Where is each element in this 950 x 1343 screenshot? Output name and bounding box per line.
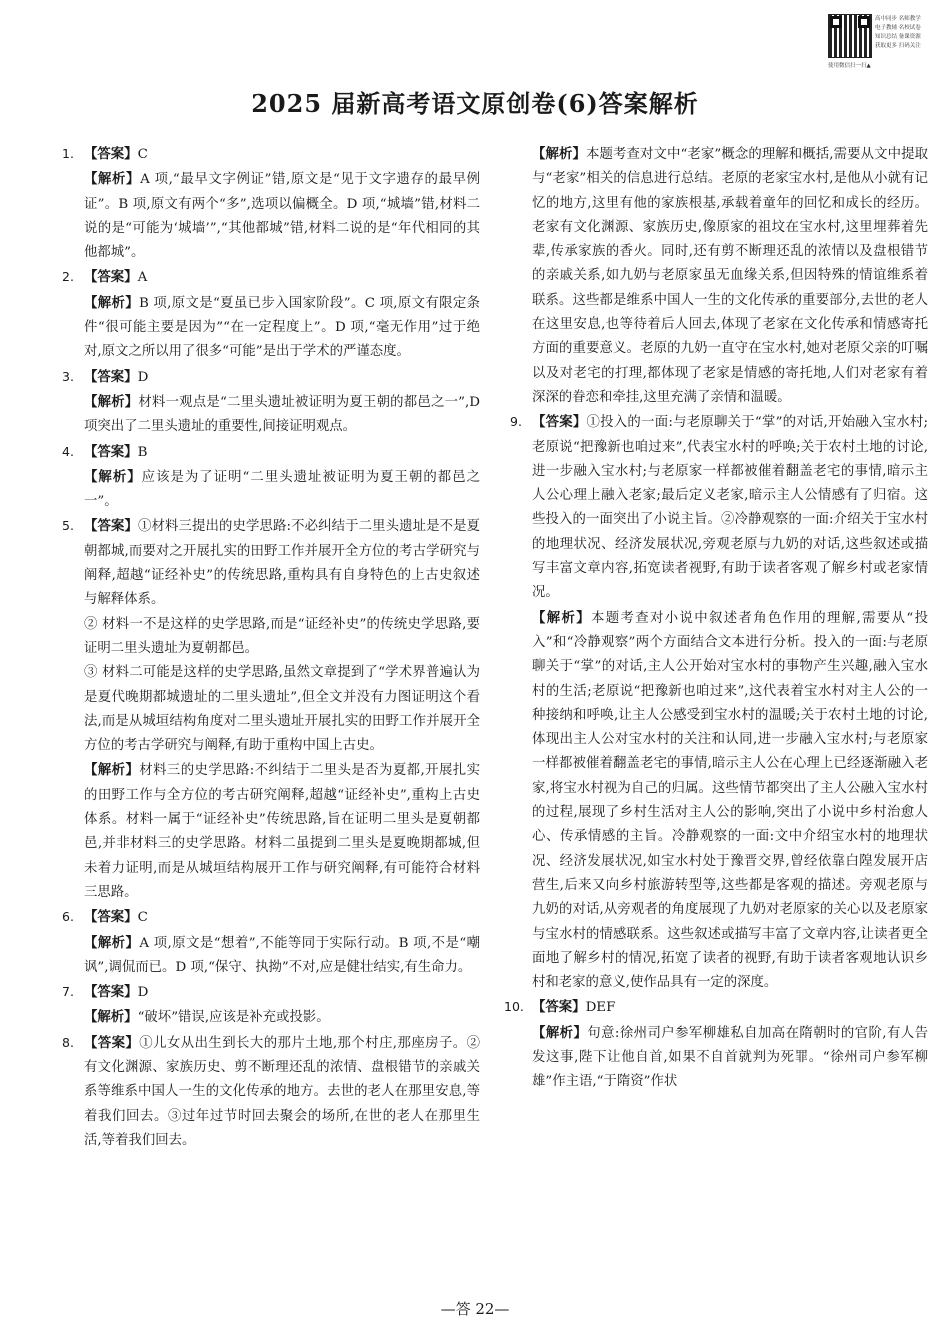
qr-code-panel xyxy=(828,14,938,70)
explanation-tag: 【解析】 xyxy=(84,294,139,311)
question-number: 9. xyxy=(510,414,522,430)
question-number: 6. xyxy=(62,909,74,925)
qr-code-icon xyxy=(828,14,872,58)
question-number: 8. xyxy=(62,1034,74,1050)
answer-text: D xyxy=(137,369,149,385)
explanation-text: 本题考查对小说中叙述者角色作用的理解,需要从“投入”和“冷静观察”两个方面结合文本进行分析。投入的一面:与老原聊关于“掌”的对话,主人公开始对宝水村的事物产生兴趣,融入宝水村的生活;老原说“把豫新也咱过来”,这代表着宝水村对主人公的一种接纳和呼唤,让主人公感受到宝水村的温暖;关于农村土地的讨论,体现出主人公对宝水村的关注和认同,进一步融入宝水村;与老原家一样都被催着翻盖老宅的事情,暗示主人公在心理上已经逐渐融入老家,将宝水村视为自己的归属。这些情节都突出了主人公融入宝水村的过程,展现了乡村生活对主人公的影响,突出了小说中乡村治愈人心、传承情感的主旨。冷静观察的一面:文中介绍宝水村的地理状况、经济发展状况,如宝水村处于豫晋交界,曾经依靠白隍发展开店营生,后来又向乡村旅游转型等,这些都是客观的描述。旁观老原与九奶的对话,从旁观者的角度展现了九奶对老原家的关心以及老原家与宝水村的情感联系。这些叙述或描写丰富了文章内容,让读者更全面地了解乡村的情况,拓宽了读者的视野,有助于读者客观地认识乡村和老家的意义,使作品具有一定的深度。 xyxy=(532,610,929,991)
question-number: 2. xyxy=(62,269,74,285)
answer-text: D xyxy=(137,985,149,1001)
qr-info xyxy=(875,15,939,51)
answer-text: ③ 材料二可能是这样的史学思路,虽然文章提到了“学术界普遍认为是夏代晚期都城遗址的二里头遗址”,但全文并没有力图证明这个看法,而是从城垣结构角度对二里头遗址开展扎实的田野工作并展开全方位的考古学研究与阐释,有助于重构中国上古史。 xyxy=(84,665,480,754)
qr-line: 高中同步 名师教学 xyxy=(875,16,921,22)
question-item xyxy=(62,265,480,364)
answer-tag: 【答案】 xyxy=(532,999,586,1016)
explanation-text: A 项,“最早文字例证”错,原文是“见于文字遗存的最早例证”。B 项,原文有两个“多”,选项以偏概全。D 项,“城墙”错,材料二说的是“可能为‘城墙’”,“其他都城”错,材料二说的是“年代相同的其他都城”。 xyxy=(84,172,481,261)
question-number: 10. xyxy=(504,999,524,1015)
explanation-tag: 【解析】 xyxy=(84,171,141,188)
answer-tag: 【答案】 xyxy=(84,1034,140,1051)
question-item xyxy=(62,1031,480,1153)
explanation-tag: 【解析】 xyxy=(532,146,586,162)
question-number: 1. xyxy=(62,146,74,161)
explanation-tag: 【解析】 xyxy=(84,934,140,951)
answer-tag: 【答案】 xyxy=(84,368,138,385)
question-number: 5. xyxy=(62,518,74,534)
question-item xyxy=(62,440,480,515)
explanation-text: 材料一观点是“二里头遗址被证明为夏王朝的都邑之一”,D 项突出了二里头遗址的重要性,间接证明观点。 xyxy=(84,394,480,435)
explanation-text: A 项,原文是“想着”,不能等同于实际行动。B 项,不是“嘲讽”,调侃而已。D 项,“保守、执拗”不对,应是健壮结实,有生命力。 xyxy=(84,935,480,975)
question-number: 3. xyxy=(62,368,74,384)
question-item xyxy=(62,365,480,440)
answer-tag: 【答案】 xyxy=(84,443,138,460)
explanation-tag: 【解析】 xyxy=(84,1009,138,1026)
answer-text: ①儿女从出生到长大的那片土地,那个村庄,那座房子。②有文化渊源、家族历史、剪不断理还乱的浓情、盘根错节的亲戚关系等维系中国人一生的文化传承的地方。去世的老人在那里安息,等着我们回去。③过年过节时回去聚会的场所,在世的老人在那里生活,等着我们回去。 xyxy=(84,1035,480,1148)
explanation-tag: 【解析】 xyxy=(84,468,142,485)
question-item xyxy=(62,142,480,265)
explanation-tag: 【解析】 xyxy=(84,762,140,779)
answer-text: C xyxy=(137,147,148,162)
explanation-text: 句意:徐州司户参军柳雄私自加高在隋朝时的官阶,有人告发这事,陛下让他自首,如果不自首就判为死罪。“徐州司户参军柳雄”作主语,“于隋资”作状 xyxy=(532,1025,928,1090)
answer-text: DEF xyxy=(585,1000,616,1016)
right-column xyxy=(504,142,929,1095)
qr-line: 知识总结 备课资源 xyxy=(875,34,921,40)
question-item xyxy=(510,410,928,995)
qr-caption: 使用微信扫一扫▲ xyxy=(828,63,871,69)
explanation-tag: 【解析】 xyxy=(532,609,592,626)
answer-text: ①投入的一面:与老原聊关于“掌”的对话,开始融入宝水村;老原说“把豫新也咱过来”,代表宝水村的呼唤;关于农村土地的讨论,进一步融入宝水村;与老原家一样都被催着翻盖老宅的事情,暗示主人公心理上融入老家;最后定义老家,暗示主人公情感有了归宿。这些投入的一面突出了小说主旨。②冷静观察的一面:介绍关于宝水村的地理状况、经济发展状况,旁观老原与九奶的对话,这些叙述或描写丰富文章内容,拓宽读者视野,有助于读者客观了解乡村或老家情况。 xyxy=(532,415,928,601)
page-number: —答 22— xyxy=(440,1300,510,1318)
question-item xyxy=(62,514,480,905)
qr-line: 电子教辅 名校试卷 xyxy=(875,25,921,31)
page-title: 2025 届新高考语文原创卷(6)答案解析 xyxy=(251,89,699,118)
qr-line: 获取更多 扫码关注 xyxy=(875,43,921,49)
explanation-text: “破坏”错误,应该是补充或投影。 xyxy=(137,1010,330,1026)
answer-tag: 【答案】 xyxy=(84,146,138,162)
explanation-text: B 项,原文是“夏虽已步入国家阶段”。C 项,原文有限定条件“很可能主要是因为”“在一定程度上”。D 项,“毫无作用”过于绝对,原文之所以用了很多“可能”是出于学术的严谨态度。 xyxy=(84,295,480,360)
question-continuation xyxy=(510,142,928,410)
left-column xyxy=(62,142,480,1153)
answer-text: C xyxy=(137,910,148,926)
answer-tag: 【答案】 xyxy=(84,909,138,926)
explanation-tag: 【解析】 xyxy=(532,1024,588,1041)
question-item xyxy=(62,980,480,1031)
question-number: 4. xyxy=(62,443,74,459)
explanation-text: 本题考查对文中“老家”概念的理解和概括,需要从文中提取与“老家”相关的信息进行总结。老原的老家宝水村,是他从小就有记忆的地方,这里有他的家族根基,承载着童年的回忆和成长的经历。老家有文化渊源、家族历史,像原家的祖坟在宝水村,这里埋葬着先辈,传承家族的香火。同时,还有剪不断理还乱的浓情以及盘根错节的亲戚关系,如九奶与老原家虽无血缘关系,但因特殊的情谊维系着联系。这些都是维系中国人一生的文化传承的重要部分,去世的老人在这里安息,也等待着后人回去,体现了老家在文化传承和情感寄托方面的重要意义。老原的九奶一直守在宝水村,她对老原父亲的叮嘱以及对老宅的打理,都体现了老家是情感的寄托地,人们对老家有着深深的眷恋和牵挂,这里充满了亲情和温暖。 xyxy=(532,147,929,405)
answer-tag: 【答案】 xyxy=(532,414,587,431)
answer-tag: 【答案】 xyxy=(84,518,138,535)
explanation-text: 应该是为了证明“二里头遗址被证明为夏王朝的都邑之一”。 xyxy=(84,469,480,510)
answer-text: B xyxy=(137,444,148,460)
answer-text: A xyxy=(137,270,148,286)
answer-text: ①材料三提出的史学思路:不必纠结于二里头遗址是不是夏朝都城,而要对之开展扎实的田野工作并展开全方位的考古学研究与阐释,超越“证经补史”的传统思路,重构具有自身特色的上古史叙述与解释体系。 xyxy=(84,519,480,608)
question-item xyxy=(504,995,928,1094)
answer-tag: 【答案】 xyxy=(84,269,138,286)
question-item xyxy=(62,905,480,980)
explanation-tag: 【解析】 xyxy=(84,393,139,410)
question-number: 7. xyxy=(62,984,74,1000)
answer-text: ② 材料一不是这样的史学思路,而是“证经补史”的传统史学思路,要证明二里头遗址为夏朝都邑。 xyxy=(84,616,480,656)
explanation-text: 材料三的史学思路:不纠结于二里头是否为夏都,开展扎实的田野工作与全方位的考古研究阐释,超越“证经补史”,重构上古史体系。材料一属于“证经补史”传统思路,旨在证明二里头是夏朝都邑,并非材料三的史学思路。材料二虽提到二里头是夏晚期都城,但未着力证明,而是从城垣结构展开工作与研究阐释,有可能符合材料三思路。 xyxy=(84,763,480,900)
answer-tag: 【答案】 xyxy=(84,984,138,1001)
